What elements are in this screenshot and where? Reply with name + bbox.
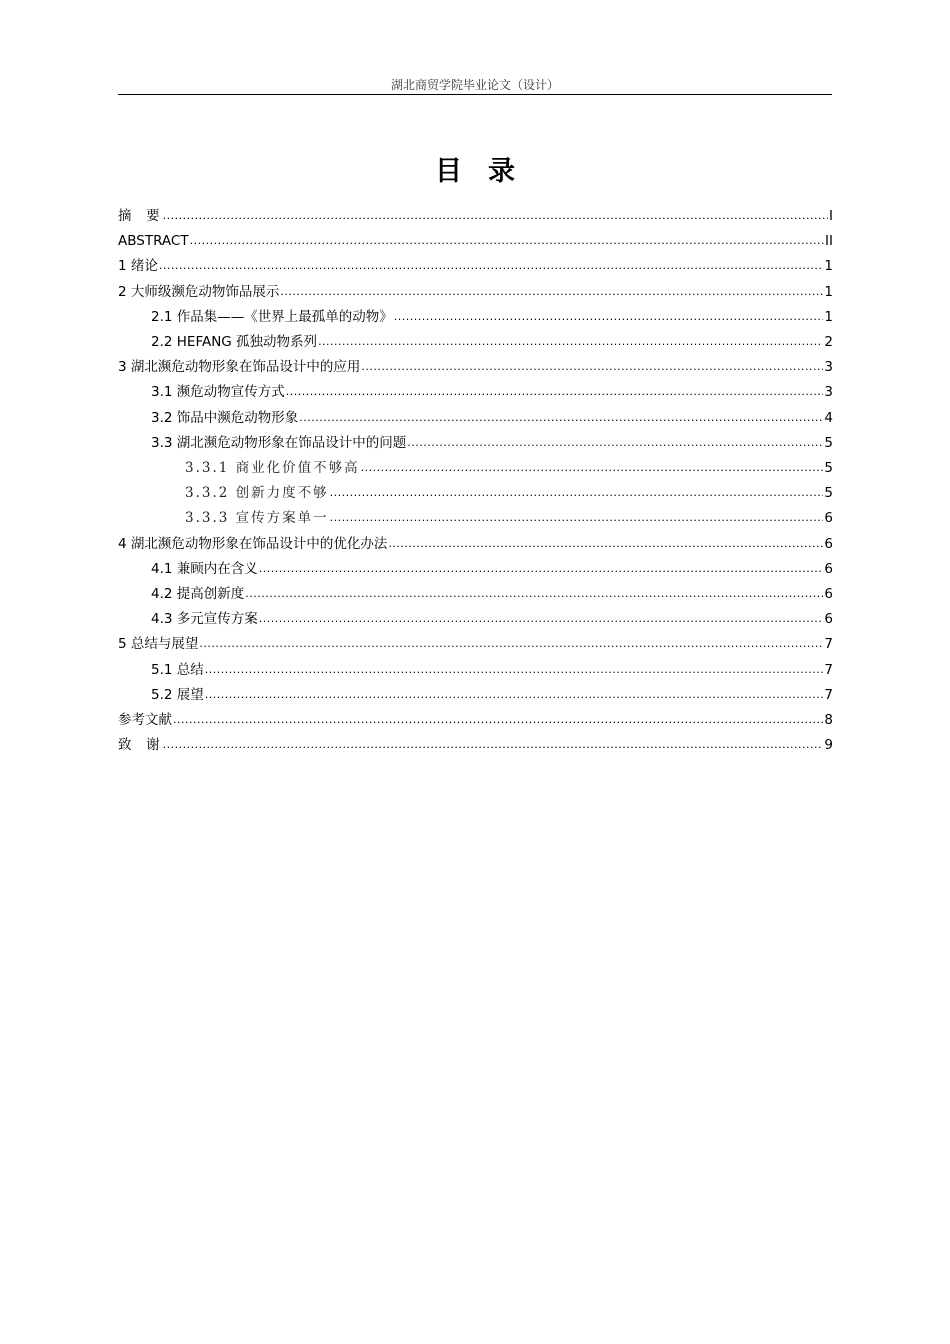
toc-dot-leader bbox=[173, 711, 823, 729]
toc-entry-page-number: 1 bbox=[824, 308, 833, 325]
toc-entry-page-number: 6 bbox=[824, 611, 833, 628]
toc-entry-label: 5.1 总结 bbox=[151, 661, 204, 678]
toc-entry-page-number: I bbox=[829, 208, 833, 224]
toc-entry-page-number: 6 bbox=[824, 586, 833, 602]
toc-entry[interactable] bbox=[151, 578, 833, 603]
toc-dot-leader bbox=[361, 459, 824, 477]
toc-entry[interactable] bbox=[151, 376, 833, 401]
toc-entry-page-number: II bbox=[825, 233, 833, 250]
toc-entry[interactable] bbox=[118, 628, 833, 653]
toc-dot-leader bbox=[163, 207, 828, 225]
toc-entry[interactable] bbox=[151, 679, 833, 704]
toc-entry[interactable] bbox=[118, 528, 833, 553]
toc-entry-page-number: 7 bbox=[824, 686, 833, 703]
toc-entry-label: 2.1 作品集——《世界上最孤单的动物》 bbox=[151, 308, 393, 325]
toc-entry-page-number: 6 bbox=[824, 560, 833, 577]
toc-entry-label: 3.3 湖北濒危动物形象在饰品设计中的问题 bbox=[151, 434, 407, 451]
toc-entry-page-number: 2 bbox=[824, 334, 833, 350]
toc-entry[interactable] bbox=[185, 502, 833, 527]
toc-entry-label: 3.3.2 创新力度不够 bbox=[185, 485, 329, 502]
page-title: 目录 bbox=[435, 156, 541, 187]
toc-entry[interactable] bbox=[118, 351, 833, 376]
toc-entry[interactable] bbox=[118, 250, 833, 275]
toc-entry-label: 2.2 HEFANG 孤独动物系列 bbox=[151, 334, 318, 350]
toc-entry-page-number: 5 bbox=[824, 434, 833, 451]
toc-entry-label: 2 大师级濒危动物饰品展示 bbox=[118, 283, 280, 300]
toc-entry[interactable] bbox=[185, 452, 833, 477]
toc-dot-leader bbox=[199, 635, 823, 653]
toc-dot-leader bbox=[361, 358, 823, 376]
toc-entry-label: 3.1 濒危动物宣传方式 bbox=[151, 384, 285, 401]
toc-entry-label: 摘 要 bbox=[118, 208, 162, 224]
toc-dot-leader bbox=[205, 661, 824, 679]
toc-entry-label: 3.3.3 宣传方案单一 bbox=[185, 510, 329, 527]
toc-dot-leader bbox=[286, 383, 824, 401]
toc-entry-page-number: 7 bbox=[824, 661, 833, 678]
toc-entry-label: 3 湖北濒危动物形象在饰品设计中的应用 bbox=[118, 359, 361, 376]
toc-dot-leader bbox=[205, 686, 824, 704]
toc-entry-page-number: 7 bbox=[824, 636, 833, 653]
toc-dot-leader bbox=[388, 535, 823, 553]
toc-entry-label: 4.3 多元宣传方案 bbox=[151, 611, 258, 628]
toc-dot-leader bbox=[280, 283, 823, 301]
toc-entry-label: 4.1 兼顾内在含义 bbox=[151, 560, 258, 577]
toc-entry-page-number: 5 bbox=[824, 460, 833, 476]
toc-entry[interactable] bbox=[151, 427, 833, 452]
toc-dot-leader bbox=[259, 610, 824, 628]
toc-entry-label: 5 总结与展望 bbox=[118, 636, 199, 653]
toc-dot-leader bbox=[190, 232, 824, 250]
toc-entry[interactable] bbox=[118, 276, 833, 301]
toc-dot-leader bbox=[394, 308, 824, 326]
toc-entry-page-number: 6 bbox=[824, 510, 833, 527]
toc-entry[interactable] bbox=[151, 301, 833, 326]
header-rule bbox=[118, 94, 832, 95]
toc-entry[interactable] bbox=[118, 225, 833, 250]
toc-dot-leader bbox=[163, 736, 824, 754]
toc-dot-leader bbox=[245, 585, 823, 603]
toc-dot-leader bbox=[259, 560, 824, 578]
toc-dot-leader bbox=[407, 434, 823, 452]
toc-entry-page-number: 9 bbox=[824, 737, 833, 754]
toc-entry-label: 3.2 饰品中濒危动物形象 bbox=[151, 409, 299, 426]
toc-entry-page-number: 3 bbox=[824, 384, 833, 401]
toc-entry-label: 1 绪论 bbox=[118, 258, 158, 275]
toc-entry-label: 3.3.1 商业化价值不够高 bbox=[185, 460, 360, 476]
toc-entry-label: 致 谢 bbox=[118, 737, 162, 754]
toc-dot-leader bbox=[318, 333, 823, 351]
toc-entry-label: 5.2 展望 bbox=[151, 686, 204, 703]
toc-entry[interactable] bbox=[151, 326, 833, 351]
toc-dot-leader bbox=[330, 509, 824, 527]
toc-dot-leader bbox=[299, 409, 823, 427]
toc-entry-page-number: 5 bbox=[824, 485, 833, 502]
toc-entry[interactable] bbox=[151, 402, 833, 427]
toc-entry-page-number: 1 bbox=[824, 258, 833, 275]
toc-entry-label: 参考文献 bbox=[118, 712, 172, 728]
toc-entry[interactable] bbox=[151, 603, 833, 628]
toc-entry[interactable] bbox=[118, 729, 833, 754]
toc-entry-label: 4.2 提高创新度 bbox=[151, 586, 245, 602]
toc-entry-page-number: 8 bbox=[824, 712, 833, 728]
page-header: 湖北商贸学院毕业论文（设计） bbox=[390, 78, 559, 92]
toc-entry[interactable] bbox=[151, 654, 833, 679]
toc-dot-leader bbox=[330, 484, 824, 502]
toc-entry[interactable] bbox=[151, 553, 833, 578]
toc-entry[interactable] bbox=[118, 200, 833, 225]
toc-entry-page-number: 3 bbox=[824, 359, 833, 376]
toc-dot-leader bbox=[159, 257, 824, 275]
toc-entry-page-number: 6 bbox=[824, 535, 833, 552]
toc-entry-label: ABSTRACT bbox=[118, 233, 189, 250]
toc-entry[interactable] bbox=[185, 477, 833, 502]
toc-entry-page-number: 1 bbox=[824, 283, 833, 300]
toc-entry[interactable] bbox=[118, 704, 833, 729]
toc-entry-page-number: 4 bbox=[824, 409, 833, 426]
toc-entry-label: 4 湖北濒危动物形象在饰品设计中的优化办法 bbox=[118, 535, 388, 552]
